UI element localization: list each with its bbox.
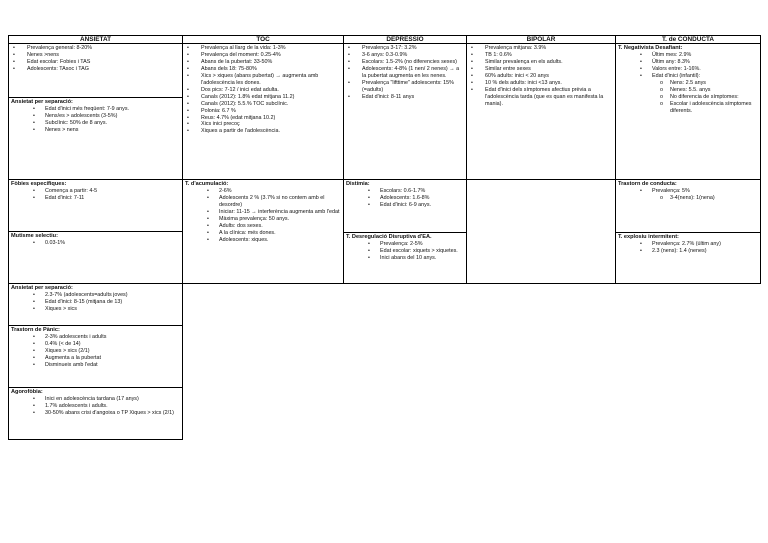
list-item: • A la clínica: més dones. [185, 230, 341, 237]
list-item: • Edat d'inici dels símptomes afectius prèvia a l'adolescència tarda (que es quan es manifesta la mania). [469, 87, 613, 108]
list-item: • 1.7% adolescents i adults. [11, 403, 180, 410]
sub-list-item: o Nens: 2.5 anys [618, 80, 758, 87]
list-item: • Prevalença 3-17: 3.2% [346, 45, 464, 52]
list-item: • 30-50% abans crisi d'angoixa o TP Xiques > xics (2/1) [11, 410, 180, 417]
list-item: • Similar entre sexes [469, 66, 613, 73]
list-item: • 0.4% (< de 14) [11, 341, 180, 348]
ansietat-general [9, 44, 182, 97]
list-item: • Reus: 4.7% (edat mitjana 10.2) [185, 115, 341, 122]
list-item: • Xiques > xics (2/1) [11, 348, 180, 355]
section-title: Ansietat per separació: [11, 285, 73, 291]
list-item: • Edat d'inici més freqüent: 7-9 anys. [11, 106, 180, 113]
mutisme-section [9, 231, 182, 247]
list-item: • Edat escolar: xiquets > xiquetes. [346, 248, 464, 255]
list-item: • Adolescents: 4-8% (1 nen/ 2 nenes) → a la pubertat augmenta en les nenes. [346, 66, 464, 80]
toc-acumulacio [182, 179, 344, 284]
sub-list-item: o 3-4(nens): 1(nena) [618, 195, 758, 202]
conducta-block-2 [615, 179, 761, 284]
sub-list-item: o Escolar i adolescència símptomes diferents. [618, 101, 758, 115]
list-item: • Edat d'inici: 8-11 anys [346, 94, 464, 101]
list-item: • Escolars: 0.6-1.7% [346, 188, 464, 195]
list-item: • Similar prevalença en els adults. [469, 59, 613, 66]
sub-list-item: o No diferencia de símptomes: [618, 94, 758, 101]
header-label: T. de CONDUCTA [661, 36, 715, 43]
bipolar-block-2 [466, 179, 616, 284]
trastorn-conducta-section [616, 180, 760, 232]
section-title: Ansietat per separació: [11, 99, 73, 105]
list-item: • Prevalença mitjana: 3.9% [469, 45, 613, 52]
list-item: • Últim any: 8.3% [618, 59, 758, 66]
list-item: • Nens/es > adolescents (3-5%) [11, 113, 180, 120]
ansietat-block-2 [8, 179, 183, 284]
list-item: • Edat d'inici: 8-15 (mitjana de 13) [11, 299, 180, 306]
explosiu-section [616, 232, 760, 255]
list-item: • Prevalença del moment: 0.25-4% [185, 52, 341, 59]
list-item: • Xiques > xics [11, 306, 180, 313]
agorafobia-section [9, 387, 182, 417]
list-item: • Inici en adolescència tardana (17 anys) [11, 396, 180, 403]
list-item: • Adolescents 2 % (3.7% si no contem amb el desordre) [185, 195, 341, 209]
list-item: • Prevalença "lifttime" adolescents: 15% (=adults) [346, 80, 464, 94]
section-title: Distímia: [346, 181, 370, 187]
list-item: • Edat d'inici (infantil): [618, 73, 758, 80]
ansietat-separacio [9, 97, 182, 134]
list-item: • Dos pics: 7-12 / inici edat adulta. [185, 87, 341, 94]
list-item: • Valors entre: 1-16%. [618, 66, 758, 73]
sub-list-item: o Nenes: 5.5. anys [618, 87, 758, 94]
depressio-block-2 [343, 179, 467, 284]
list-item: • Canals (2012): 1.8% edat mitjana 11.2) [185, 94, 341, 101]
list-item: • 3-6 anys: 0.3-0.9% [346, 52, 464, 59]
list-item: • Nenes >nens [11, 52, 180, 59]
header-label: DEPRESSIÓ [386, 36, 424, 43]
list-item: • Xiques a partir de l'adolescència. [185, 128, 341, 135]
section-title: T. d'acumulació: [185, 181, 229, 187]
section-title: T. Desregulació Disruptiva d'EA. [346, 234, 432, 240]
section-title: Trastorn de conducta: [618, 181, 677, 187]
list-item: • Inici abans del 10 anys. [346, 255, 464, 262]
ansietat-separacio-2 [9, 284, 182, 325]
header-label: BIPOLAR [526, 36, 556, 43]
list-item: • Abans de la pubertat: 33-50% [185, 59, 341, 66]
toc-block-1 [182, 43, 344, 180]
list-item: • Abans dels 18: 75-80% [185, 66, 341, 73]
list-item: • Adults: dos sexes. [185, 223, 341, 230]
depressio-block-1 [343, 43, 467, 180]
list-item: • 2.3-7% (adolescents=adults joves) [11, 292, 180, 299]
list-item: • Comença a partir: 4-5 [11, 188, 180, 195]
list-item: • Xics > xiques (abans pubertat) → augmenta amb l'adolescència les dones. [185, 73, 341, 87]
list-item: • Subclínic: 50% de 8 anys. [11, 120, 180, 127]
list-item: • Augmenta a la pubertat [11, 355, 180, 362]
ansietat-block-1 [8, 43, 183, 180]
list-item: • Edat d'inici: 6-9 anys. [346, 202, 464, 209]
section-title: Mutisme selectiu: [11, 233, 58, 239]
ansietat-block-3 [8, 283, 183, 440]
bipolar-block-1 [466, 43, 616, 180]
section-title: T. Negativista Desafiant: [618, 45, 683, 51]
list-item: • 60% adults: inici < 20 anys [469, 73, 613, 80]
list-item: • Canals (2012): 5.5.% TOC subclínic. [185, 101, 341, 108]
disruptiva-section [344, 232, 466, 262]
list-item: • Prevalença al llarg de la vida: 1-3% [185, 45, 341, 52]
list-item: • Adolescents: 1.6-8% [346, 195, 464, 202]
list-item: • 2.3 (nens): 1.4 (nenes) [618, 248, 758, 255]
list-item: • Polonia: 6.7 % [185, 108, 341, 115]
negativista-section [615, 43, 761, 180]
list-item: • Màxima prevalença: 50 anys. [185, 216, 341, 223]
header-label: TOC [256, 36, 270, 43]
list-item: • Edat d'inici: 7-11 [11, 195, 180, 202]
section-title: T. explosiu intermitent: [618, 234, 679, 240]
header-label: ANSIETAT [79, 36, 111, 43]
list-item: • 2-3% adolescents i adults [11, 334, 180, 341]
section-title: Agorofòbia: [11, 389, 43, 395]
list-item: • Edat escolar: Fobies i TAS [11, 59, 180, 66]
list-item: • Prevalença: 5% [618, 188, 758, 195]
list-item: • Prevalença: 2-5% [346, 241, 464, 248]
list-item: • Adolescents: xiques. [185, 237, 341, 244]
list-item: • Xics inici precoç [185, 121, 341, 128]
list-item: • Disminueix amb l'edat [11, 362, 180, 369]
list-item: • Últim mes: 2.9% [618, 52, 758, 59]
distimia-section [344, 180, 466, 232]
list-item: • Nenes > nens [11, 127, 180, 134]
fobies-section [9, 180, 182, 231]
list-item: • Prevalença general: 8-20% [11, 45, 180, 52]
list-item: • TB 1: 0.6% [469, 52, 613, 59]
list-item: • 10 % dels adults: inici <13 anys. [469, 80, 613, 87]
section-title: Trastorn de Pànic: [11, 327, 60, 333]
list-item: • Adolescents: TAsoc i TAG [11, 66, 180, 73]
list-item: • 0.03-1% [11, 240, 180, 247]
list-item: • Prevalença: 2.7% (últim any) [618, 241, 758, 248]
list-item: • 2-6% [185, 188, 341, 195]
panic-section [9, 325, 182, 387]
section-title: Fòbies específiques: [11, 181, 67, 187]
list-item: • Iniciar: 11-15 → interferència augmenta amb l'edat [185, 209, 341, 216]
list-item: • Escolars: 1.5-2% (no diferencies sexes) [346, 59, 464, 66]
